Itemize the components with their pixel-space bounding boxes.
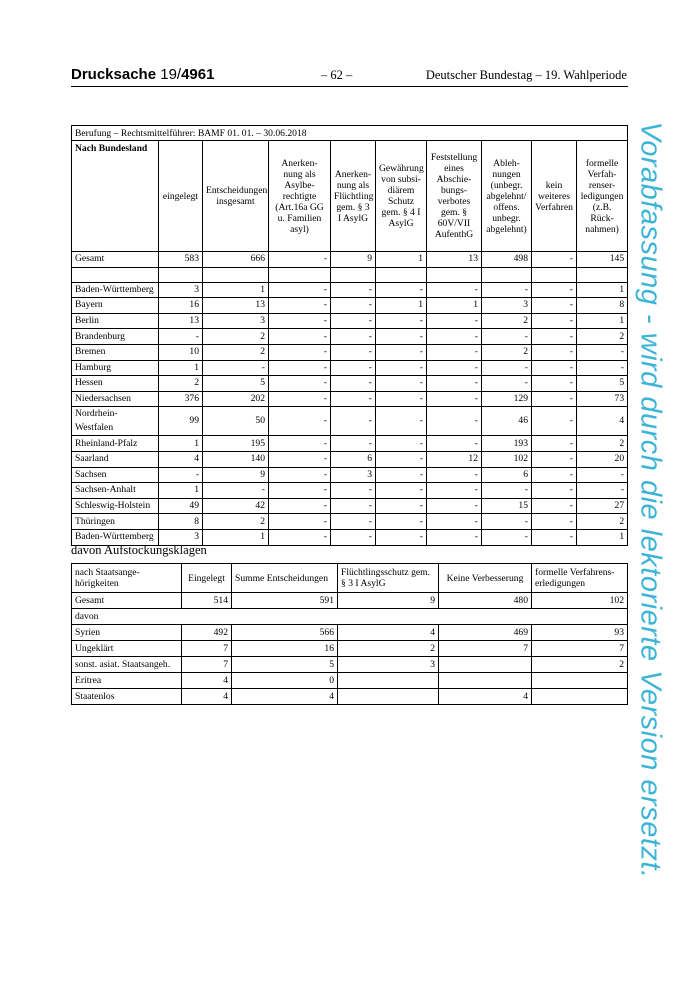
table-cell: - <box>532 514 577 530</box>
table-cell: - <box>427 407 482 436</box>
table-cell: 583 <box>159 252 203 268</box>
table-cell: 498 <box>482 252 532 268</box>
empty-cell <box>532 267 577 282</box>
column-header: Entscheidungen insgesamt <box>203 141 269 252</box>
table-cell: - <box>427 483 482 499</box>
column-header: Gewährung von subsi-diärem Schutz gem. § 4 I AsylG <box>376 141 427 252</box>
header-rule <box>71 86 628 87</box>
table-row <box>72 344 628 360</box>
table-cell: - <box>532 344 577 360</box>
table-cell: 7 <box>182 657 232 673</box>
column-header: Eingelegt <box>182 564 232 593</box>
empty-cell <box>72 267 159 282</box>
spacer-row <box>72 267 628 282</box>
table-cell: - <box>269 436 331 452</box>
table-cell: 2 <box>203 514 269 530</box>
table-cell: 9 <box>331 252 376 268</box>
table-cell: - <box>532 313 577 329</box>
table-cell: - <box>269 407 331 436</box>
table-cell: - <box>331 407 376 436</box>
table-cell: - <box>427 529 482 545</box>
row-label: davon <box>72 609 628 625</box>
empty-cell <box>269 267 331 282</box>
table-cell: - <box>269 467 331 483</box>
table-cell: - <box>532 391 577 407</box>
watermark-text: Vorabfassung - wird durch die lektorierte Version ersetzt. <box>634 121 667 879</box>
table-cell: 2 <box>482 344 532 360</box>
table-cell: - <box>376 498 427 514</box>
table-cell: 2 <box>338 641 439 657</box>
table-cell: 140 <box>203 451 269 467</box>
table-cell: 1 <box>577 282 628 298</box>
table-cell: - <box>331 436 376 452</box>
table-cell: - <box>577 360 628 376</box>
publication-title: Deutscher Bundestag – 19. Wahlperiode <box>425 68 627 82</box>
table-cell: 1 <box>427 298 482 314</box>
row-label: Staatenlos <box>72 689 182 705</box>
table-row <box>72 436 628 452</box>
table-cell: - <box>269 329 331 345</box>
table-cell: - <box>427 360 482 376</box>
table-cell: 5 <box>577 376 628 392</box>
table-row <box>72 391 628 407</box>
row-label: Schleswig-Holstein <box>72 498 159 514</box>
column-header: formelle Verfahrens-erledigungen <box>532 564 628 593</box>
table-cell: 10 <box>159 344 203 360</box>
table-cell: - <box>532 498 577 514</box>
table-cell: 20 <box>577 451 628 467</box>
table-row <box>72 407 628 436</box>
table-cell: - <box>331 313 376 329</box>
table-cell <box>338 689 439 705</box>
table-cell: - <box>203 360 269 376</box>
table-cell <box>532 689 628 705</box>
table-cell: 9 <box>338 593 439 609</box>
table-cell: - <box>269 360 331 376</box>
column-header: Anerken-nung als Asylbe-rechtigte (Art.16a GG u. Familien asyl) <box>269 141 331 252</box>
table-cell: 1 <box>577 529 628 545</box>
table-cell: 1 <box>376 298 427 314</box>
row-label: Brandenburg <box>72 329 159 345</box>
table-cell: 195 <box>203 436 269 452</box>
table-cell: 480 <box>439 593 532 609</box>
page-number: – 62 – <box>321 68 353 82</box>
table-cell: 7 <box>532 641 628 657</box>
empty-cell <box>427 267 482 282</box>
table-cell: 591 <box>232 593 338 609</box>
table-cell: 102 <box>482 451 532 467</box>
table-cell: - <box>376 467 427 483</box>
table-cell: - <box>427 329 482 345</box>
row-label: Thüringen <box>72 514 159 530</box>
table-cell: 16 <box>159 298 203 314</box>
table-cell <box>439 657 532 673</box>
table-cell: - <box>331 514 376 530</box>
table-row <box>72 625 628 641</box>
table-cell: - <box>532 298 577 314</box>
table-cell: 4 <box>232 689 338 705</box>
table-cell: 4 <box>439 689 532 705</box>
table-cell <box>532 673 628 689</box>
table-cell: - <box>427 498 482 514</box>
table-cell: - <box>331 282 376 298</box>
table-cell: - <box>376 407 427 436</box>
table-row <box>72 641 628 657</box>
table-cell: 5 <box>232 657 338 673</box>
row-label: Ungeklärt <box>72 641 182 657</box>
table-cell: - <box>482 514 532 530</box>
row-label: Hamburg <box>72 360 159 376</box>
table-cell: - <box>577 467 628 483</box>
table-header-row <box>72 564 628 593</box>
table-cell: - <box>376 360 427 376</box>
table-cell: - <box>427 376 482 392</box>
table-cell: - <box>532 407 577 436</box>
column-header: Summe Entscheidungen <box>232 564 338 593</box>
table-cell: 145 <box>577 252 628 268</box>
empty-cell <box>203 267 269 282</box>
table-cell: - <box>159 329 203 345</box>
table-cell: - <box>159 467 203 483</box>
table-row <box>72 498 628 514</box>
table-cell: - <box>269 376 331 392</box>
table-cell: - <box>331 498 376 514</box>
table-cell: - <box>203 483 269 499</box>
table-cell: - <box>331 360 376 376</box>
table-cell: - <box>427 514 482 530</box>
table-cell: 6 <box>331 451 376 467</box>
row-label: Bremen <box>72 344 159 360</box>
table-cell: - <box>482 360 532 376</box>
table-cell: - <box>269 344 331 360</box>
column-header: nach Staatsange-hörigkeiten <box>72 564 182 593</box>
column-header: formelle Verfah-renser-ledigungen (z.B. Rück-nahmen) <box>577 141 628 252</box>
table-cell: 129 <box>482 391 532 407</box>
table-cell: 2 <box>577 514 628 530</box>
table-row <box>72 483 628 499</box>
empty-cell <box>482 267 532 282</box>
table-cell: 16 <box>232 641 338 657</box>
table-cell: 7 <box>439 641 532 657</box>
table-cell: 8 <box>577 298 628 314</box>
table-cell: 566 <box>232 625 338 641</box>
table-cell: 1 <box>159 483 203 499</box>
table-cell: 514 <box>182 593 232 609</box>
table-cell: 12 <box>427 451 482 467</box>
table-cell: - <box>427 436 482 452</box>
table-cell: 4 <box>159 451 203 467</box>
table-cell: - <box>532 436 577 452</box>
table-row <box>72 451 628 467</box>
table-cell: 469 <box>439 625 532 641</box>
table-cell: - <box>376 529 427 545</box>
table-cell: 99 <box>159 407 203 436</box>
table-cell: 4 <box>338 625 439 641</box>
table-cell: 4 <box>577 407 628 436</box>
appeals-by-state-table <box>71 125 628 546</box>
table-cell: 7 <box>182 641 232 657</box>
table-cell: - <box>482 483 532 499</box>
table-cell: 2 <box>203 344 269 360</box>
table-cell: - <box>376 282 427 298</box>
table-cell: - <box>376 436 427 452</box>
row-label: Sachsen-Anhalt <box>72 483 159 499</box>
table-cell <box>338 673 439 689</box>
table-cell: - <box>427 313 482 329</box>
table-cell: - <box>376 514 427 530</box>
table-cell: 202 <box>203 391 269 407</box>
table-cell: 27 <box>577 498 628 514</box>
table-cell: - <box>269 514 331 530</box>
row-label: Bayern <box>72 298 159 314</box>
table-cell: - <box>376 313 427 329</box>
table-cell: 5 <box>203 376 269 392</box>
row-label: Sachsen <box>72 467 159 483</box>
table-row <box>72 657 628 673</box>
table-cell: 666 <box>203 252 269 268</box>
draft-watermark <box>625 100 675 900</box>
table-cell: 13 <box>427 252 482 268</box>
table-cell: 1 <box>577 313 628 329</box>
column-header: Keine Verbesserung <box>439 564 532 593</box>
table-cell: - <box>482 329 532 345</box>
total-row <box>72 593 628 609</box>
table-cell: - <box>376 329 427 345</box>
table-cell: - <box>427 282 482 298</box>
table-cell: 2 <box>203 329 269 345</box>
column-header: eingelegt <box>159 141 203 252</box>
table-cell: - <box>269 298 331 314</box>
doc-number-b: 4961 <box>181 66 215 83</box>
table-cell: 193 <box>482 436 532 452</box>
table-cell: 3 <box>159 282 203 298</box>
table-cell: - <box>427 344 482 360</box>
table-cell: - <box>532 483 577 499</box>
column-header: Feststellung eines Abschie-bungs-verbotes gem. § 60V/VII AufenthG <box>427 141 482 252</box>
row-label: Gesamt <box>72 252 159 268</box>
page-header <box>71 66 627 86</box>
row-label: Hessen <box>72 376 159 392</box>
table-cell: - <box>532 252 577 268</box>
table-cell: - <box>269 529 331 545</box>
table-row <box>72 514 628 530</box>
row-label: Niedersachsen <box>72 391 159 407</box>
doc-id <box>71 66 214 83</box>
table-cell: 46 <box>482 407 532 436</box>
top-up-claims-table <box>71 563 628 705</box>
table-cell: 13 <box>159 313 203 329</box>
table-cell: - <box>331 391 376 407</box>
table-cell: - <box>376 483 427 499</box>
column-header: kein weiteres Verfahren <box>532 141 577 252</box>
doc-number-a: 19/ <box>160 66 182 83</box>
table-cell: 50 <box>203 407 269 436</box>
table-cell: 6 <box>482 467 532 483</box>
table-row <box>72 313 628 329</box>
table-row <box>72 376 628 392</box>
row-label: Gesamt <box>72 593 182 609</box>
table-row <box>72 329 628 345</box>
table-cell: - <box>269 282 331 298</box>
table-cell: 1 <box>159 436 203 452</box>
table-cell: 3 <box>331 467 376 483</box>
table-cell: - <box>331 329 376 345</box>
table-cell: 93 <box>532 625 628 641</box>
row-label: Nordrhein-Westfalen <box>72 407 159 436</box>
table-cell <box>439 673 532 689</box>
row-label: Rheinland-Pfalz <box>72 436 159 452</box>
table-row <box>72 282 628 298</box>
table-cell: - <box>427 391 482 407</box>
column-header: Flüchtlingsschutz gem. § 3 I AsylG <box>338 564 439 593</box>
table-cell: - <box>331 483 376 499</box>
row-label: Baden-Württemberg <box>72 529 159 545</box>
table-cell: - <box>577 344 628 360</box>
table-row <box>72 467 628 483</box>
section-title: davon Aufstockungsklagen <box>71 543 207 557</box>
empty-cell <box>577 267 628 282</box>
column-header: Anerken-nung als Flüchtling gem. § 3 I AsylG <box>331 141 376 252</box>
row-label: Syrien <box>72 625 182 641</box>
table-cell: - <box>331 298 376 314</box>
row-label: Berlin <box>72 313 159 329</box>
table-cell: 102 <box>532 593 628 609</box>
table-cell: 2 <box>159 376 203 392</box>
table-row <box>72 298 628 314</box>
table-cell: 1 <box>159 360 203 376</box>
table-cell: 2 <box>482 313 532 329</box>
table-cell: - <box>376 451 427 467</box>
table-cell: 492 <box>182 625 232 641</box>
table-cell: 3 <box>482 298 532 314</box>
table-cell: - <box>269 451 331 467</box>
table-cell: 73 <box>577 391 628 407</box>
table-cell: - <box>532 451 577 467</box>
table-cell: 1 <box>203 529 269 545</box>
table-cell: - <box>532 467 577 483</box>
table-cell: 3 <box>338 657 439 673</box>
doc-prefix: Drucksache <box>71 66 157 83</box>
table-cell: - <box>482 376 532 392</box>
table-cell: - <box>532 282 577 298</box>
table-cell: - <box>376 391 427 407</box>
table-cell: 1 <box>376 252 427 268</box>
column-header: Nach Bundesland <box>72 141 159 252</box>
table-cell: 3 <box>203 313 269 329</box>
table-cell: 49 <box>159 498 203 514</box>
empty-cell <box>331 267 376 282</box>
table-row <box>72 689 628 705</box>
table-cell: 2 <box>577 329 628 345</box>
table-cell: - <box>532 529 577 545</box>
empty-cell <box>376 267 427 282</box>
table-header-row <box>72 141 628 252</box>
davon-row <box>72 609 628 625</box>
table-cell: - <box>482 282 532 298</box>
table-cell: - <box>331 529 376 545</box>
table-cell: 3 <box>159 529 203 545</box>
table-row <box>72 673 628 689</box>
table-cell: - <box>331 344 376 360</box>
table-cell: 4 <box>182 689 232 705</box>
table-cell: - <box>532 360 577 376</box>
table-cell: 42 <box>203 498 269 514</box>
table-cell: 2 <box>577 436 628 452</box>
table-caption: Berufung – Rechtsmittelführer: BAMF 01. 01. – 30.06.2018 <box>72 126 628 141</box>
table-cell: - <box>269 483 331 499</box>
table-cell: 2 <box>532 657 628 673</box>
table-cell: - <box>269 252 331 268</box>
table-cell: 8 <box>159 514 203 530</box>
table-cell: - <box>269 313 331 329</box>
row-label: Saarland <box>72 451 159 467</box>
row-label: Eritrea <box>72 673 182 689</box>
table-cell: - <box>269 391 331 407</box>
table-cell: - <box>532 329 577 345</box>
table-cell: - <box>532 376 577 392</box>
table-cell: - <box>331 376 376 392</box>
column-header: Ableh-nungen (unbegr. abgelehnt/ offens. unbegr. abgelehnt) <box>482 141 532 252</box>
table-row <box>72 360 628 376</box>
table-cell: - <box>482 529 532 545</box>
table-cell: - <box>577 483 628 499</box>
row-label: sonst. asiat. Staatsangeh. <box>72 657 182 673</box>
table-cell: 376 <box>159 391 203 407</box>
empty-cell <box>159 267 203 282</box>
table-cell: - <box>376 344 427 360</box>
table-cell: 1 <box>203 282 269 298</box>
total-row <box>72 252 628 268</box>
table-cell: 4 <box>182 673 232 689</box>
table-cell: 0 <box>232 673 338 689</box>
table-cell: - <box>269 498 331 514</box>
table-cell: 15 <box>482 498 532 514</box>
table-cell: 9 <box>203 467 269 483</box>
table-cell: 13 <box>203 298 269 314</box>
table-cell: - <box>427 467 482 483</box>
table-cell: - <box>376 376 427 392</box>
row-label: Baden-Württemberg <box>72 282 159 298</box>
